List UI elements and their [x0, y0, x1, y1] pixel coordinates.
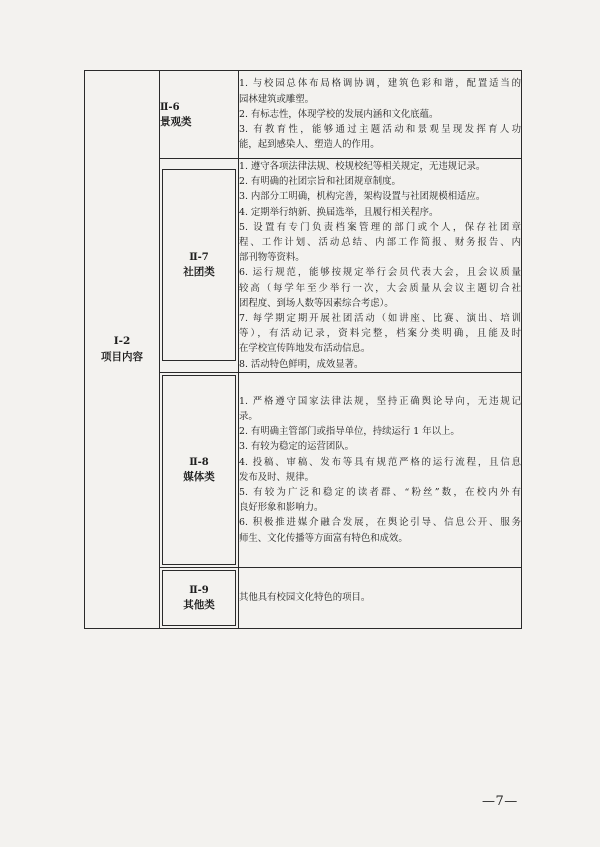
content-line: 4. 定期举行纳新、换届选举，且履行相关程序。: [239, 206, 439, 218]
section-name: 项目内容: [101, 351, 143, 364]
content-line: 5. 设置有专门负责档案管理的部门或个人，保存社团章: [239, 221, 521, 233]
content-line: 等），有活动记录，资料完整，档案分类明确，且能及时: [239, 328, 521, 340]
content-line: 部刊物等资料。: [239, 252, 305, 264]
content-line: 其他具有校园文化特色的项目。: [239, 592, 371, 604]
content-cell: [239, 71, 522, 159]
category-cell: [160, 159, 239, 373]
content-line: 6. 运行规范，能够按规定举行会员代表大会，且会议质量: [239, 267, 521, 279]
category-name: 媒体类: [183, 470, 215, 483]
page-number: —7—: [482, 794, 518, 809]
content-line: 4. 投稿、审稿、发布等具有规范严格的运行流程，且信息: [239, 456, 521, 468]
content-line: 园林建筑或雕塑。: [239, 93, 315, 105]
section-code: Ⅰ-2: [113, 335, 131, 348]
content-line: 师生、文化传播等方面富有特色和成效。: [239, 532, 408, 544]
category-code: Ⅱ-8: [189, 456, 209, 468]
section-cell: [85, 71, 160, 629]
category-code: Ⅱ-6: [160, 101, 180, 113]
content-line: 良好形象和影响力。: [239, 502, 324, 514]
category-code: Ⅱ-7: [189, 252, 209, 264]
content-line: 团程度、到场人数等因素综合考虑）。: [239, 297, 394, 309]
content-line: 录。: [239, 411, 258, 423]
content-line: 3. 有较为稳定的运营团队。: [239, 441, 355, 453]
content-cell: [239, 372, 522, 567]
content-line: 1. 严格遵守国家法律法规，坚持正确舆论导向，无违规记: [239, 395, 521, 407]
content-line: 6. 积极推进媒介融合发展，在舆论引导、信息公开、服务: [239, 517, 521, 529]
content-cell: [239, 159, 522, 373]
content-line: 发布及时、规律。: [239, 471, 315, 483]
category-name: 景观类: [160, 115, 192, 128]
content-line: 2. 有明确的社团宗旨和社团规章制度。: [239, 176, 401, 188]
category-code: Ⅱ-9: [189, 584, 209, 596]
content-line: 2. 有明确主管部门或指导单位，持续运行 1 年以上。: [239, 426, 460, 438]
content-line: 3. 有教育性，能够通过主题活动和景观呈现发挥育人功: [239, 124, 521, 136]
category-name: 其他类: [183, 598, 215, 611]
category-name: 社团类: [183, 266, 215, 279]
content-line: 能，起到感染人、塑造人的作用。: [239, 139, 380, 151]
content-line: 7. 每学期定期开展社团活动（如讲座、比赛、演出、培训: [239, 313, 521, 325]
content-line: 3. 内部分工明确，机构完善，架构设置与社团规模相适应。: [239, 191, 486, 203]
content-line: 1. 与校园总体布局格调协调，建筑色彩和谐，配置适当的: [239, 78, 521, 90]
content-line: 5. 有较为广泛和稳定的读者群、“粉丝”数，在校内外有: [239, 487, 521, 499]
content-line: 8. 活动特色鲜明，成效显著。: [239, 358, 364, 370]
table-row: [85, 71, 522, 159]
category-cell: [160, 71, 239, 159]
category-cell: [160, 567, 239, 628]
content-line: 较高（每学年至少举行一次，大会质量从会议主题切合社: [239, 282, 521, 294]
content-line: 1. 遵守各项法律法规、校规校纪等相关规定，无违规记录。: [239, 161, 486, 172]
content-line: 2. 有标志性，体现学校的发展内涵和文化底蕴。: [239, 108, 439, 120]
category-cell: [160, 372, 239, 567]
content-cell: [239, 567, 522, 628]
content-line: 程、工作计划、活动总结、内部工作简报、财务报告、内: [239, 237, 521, 249]
criteria-table: [84, 70, 522, 629]
content-line: 在学校宣传阵地发布活动信息。: [239, 343, 371, 355]
